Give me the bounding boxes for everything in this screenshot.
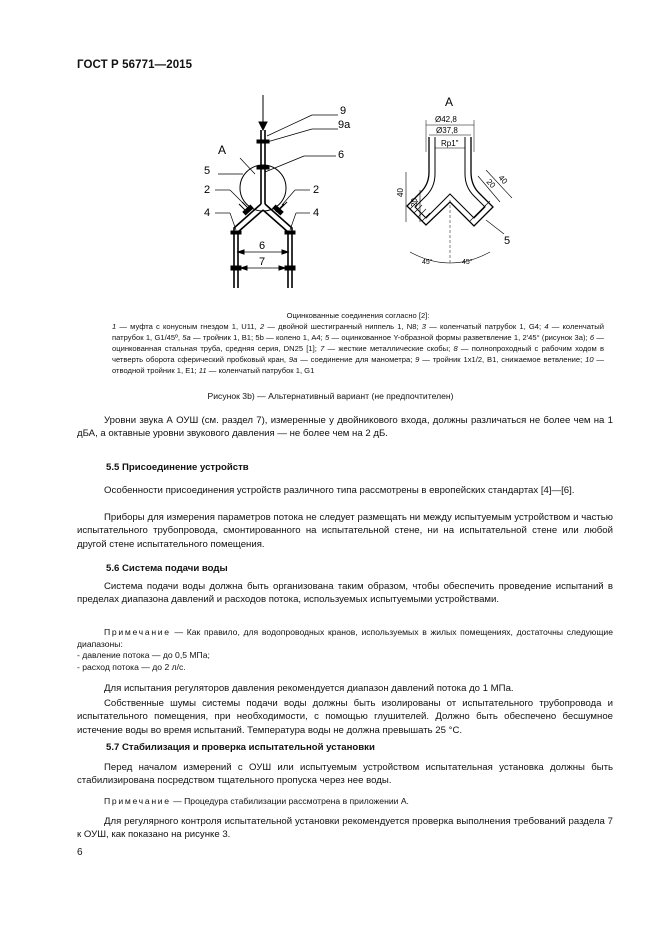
paragraph: Для регулярного контроля испытательной установки рекомендуется проверка выполнения требований раздела 7 к ОУШ, как показано на рисунке 3. [77,816,613,841]
note: Примечание — Процедура стабилизации рассмотрена в приложении А. [104,796,409,806]
figure-3b [170,92,540,297]
detail-a-drawing [406,120,512,264]
detail-r40: 40 [496,173,510,186]
section-heading-5-6: 5.6 Система подачи воды [106,563,228,574]
detail-title: A [445,95,454,109]
detail-angle-right: 45° [462,259,473,266]
section-heading-5-5: 5.5 Присоединение устройств [106,462,249,473]
dim-7: 7 [259,256,266,268]
label-4-left: 4 [204,207,211,219]
detail-h40: 40 [396,188,405,197]
dim-6: 6 [259,240,266,252]
detail-angle-left: 45° [422,259,433,266]
detail-d2: Ø37,8 [436,126,458,135]
section-heading-5-7: 5.7 Стабилизация и проверка испытательной установки [106,742,375,753]
note: Примечание — Как правило, для водопроводных кранов, используемых в жилых помещениях, достаточны следующие диапазоны: [77,627,613,649]
detail-a-circle [240,165,286,211]
detail-d3: Rp1" [441,139,459,148]
paragraph: Система подачи воды должна быть организована таким образом, чтобы обеспечить проведение испытаний в пределах диапазона давлений и расходов потока, используемых испытуемыми устройствами. [77,581,613,606]
label-4-right: 4 [313,207,320,219]
detail-d1: Ø42,8 [435,115,457,124]
paragraph: Перед началом измерений с ОУШ или испытуемым устройством испытательная установка должны быть стабилизирована посредством тщательного пропуска через нее воды. [77,762,613,787]
legend-intro: Оцинкованные соединения согласно [2]: [286,311,430,320]
detail-h20: 20 [410,198,419,207]
paragraph: Приборы для измерения параметров потока не следует размещать ни между испытуемым устройством и частью испытательного трубопровода, смонтированного на испытательной стене, ни на испытательной стене или любой другой стене испытательного помещения. [77,512,613,550]
paragraph: Собственные шумы системы подачи воды должны быть изолированы от испытательного трубопровода и испытательного помещения, при необходимости, с помощью глушителей. Должно быть обеспечено бесшумное истечение воды во время испытаний. Температура воды не должна превышать 25 °С. [77,698,613,736]
detail-label-5: 5 [504,235,511,247]
figure-title: Рисунок 3b) — Альтернативный вариант (не предпочтителен) [207,391,454,401]
paragraph: Уровни звука А ОУШ (см. раздел 7), измеренные у двойникового входа, должны различаться не более чем на 1 дБА, а октавные уровни звукового давления — не более чем на 2 дБ. [77,415,613,440]
figure-legend [112,310,604,376]
label-9: 9 [340,105,347,117]
note-line: - давление потока — до 0,5 МПа; [77,650,210,660]
paragraph: Для испытания регуляторов давления рекомендуется диапазон давлений потока до 1 МПа. [104,683,514,694]
paragraph: Особенности присоединения устройств различного типа рассмотрены в европейских стандартах [4]—[6]. [104,485,575,496]
legend-items: 1 — муфта с конусным гнездом 1, U11, 2 — двойной шестигранный ниппель 1, N8; 3 — коленчатый патрубок 1, G4; 4 — коленчатый патрубок 1, G1/45º, 5a — тройник 1, В1; 5b — колено 1, А4; 5 — оцинкованное Y-образной формы разветвление 1, 2′45° (рисунок 3а); 6 — оцинкованная стальная труба, средняя серия, DN25 [1]; 7 — жесткие металлические скобы; 8 — полнопроходный с рабочим ходом в четверть оборота сферический пробковый кран, 9a — соединение для манометра; 9 — тройник 1х1/2, В1, снижаемое ветвление; 10 — отводной тройник 1, Е1; 11 — коленчатый патрубок 1, G1 [112,322,604,375]
label-5: 5 [204,165,211,177]
label-6-top: 6 [338,149,345,161]
label-2-left: 2 [204,184,211,196]
page-number: 6 [77,847,83,858]
document-header: ГОСТ Р 56771—2015 [77,59,193,71]
label-9a: 9a [338,119,351,131]
label-2-right: 2 [313,184,320,196]
detail-r20: 20 [484,177,498,190]
note-line: - расход потока — до 2 л/с. [77,662,186,672]
label-a: A [218,143,227,157]
